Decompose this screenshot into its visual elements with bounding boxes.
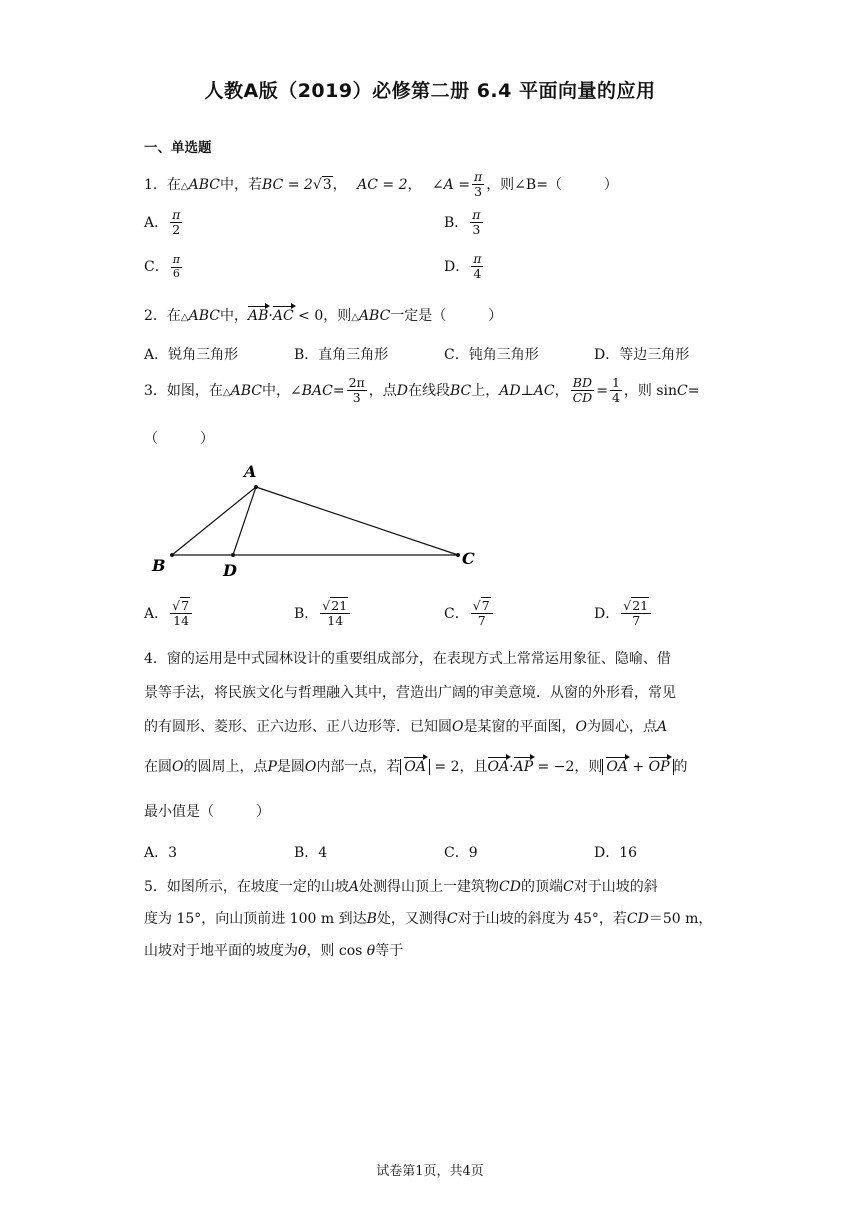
q4-option-c[interactable]: C．9 xyxy=(444,845,478,861)
page-title: 人教A版（2019）必修第二册 6.4 平面向量的应用 xyxy=(204,80,656,102)
point-c xyxy=(456,553,460,557)
question-5-line-2: 度为 15°，向山顶前进 100 m 到达B处，又测得C对于山坡的斜度为 45°，若CD＝50 m， xyxy=(144,911,713,927)
q3-option-c[interactable]: C． $\frac{√7}{7}$ xyxy=(444,599,495,629)
question-4-line-2: 景等手法，将民族文化与哲理融入其中，营造出广阔的审美意境．从窗的外形看，常见 xyxy=(144,685,676,701)
q2-option-d[interactable]: D．等边三角形 xyxy=(594,347,690,363)
question-4-line-5: 最小值是（ ） xyxy=(144,804,270,820)
segment-ad xyxy=(233,487,256,555)
label-d: D xyxy=(223,561,237,580)
question-4-line-4: 在圆O的圆周上，点P是圆O内部一点，若 OA = 2，且OA·AP = −2，则 OA + OP 的 xyxy=(144,759,688,775)
q4-option-d[interactable]: D．16 xyxy=(594,845,638,861)
q1-option-d[interactable]: D． $\frac{\pi}{4}$ xyxy=(444,251,482,282)
label-c: C xyxy=(462,549,475,568)
q2-option-c[interactable]: C．钝角三角形 xyxy=(444,347,539,363)
q4-option-a[interactable]: A．3 xyxy=(144,845,178,861)
question-4-line-1: 4．窗的运用是中式园林设计的重要组成部分，在表现方式上常常运用象征、隐喻、借 xyxy=(144,651,671,667)
label-b: B xyxy=(152,556,166,575)
q2-option-b[interactable]: B．直角三角形 xyxy=(294,347,389,363)
question-4-line-3: 的有圆形、菱形、正六边形、正八边形等．已知圆O是某窗的平面图，O为圆心，点A xyxy=(144,719,668,735)
question-5-line-3: 山坡对于地平面的坡度为θ，则 cos θ等于 xyxy=(144,943,404,959)
question-3: 3．如图，在△ABC中，∠BAC= $\frac{2\pi}{3}$ ，点D在线段BC上，AD⊥AC， $\frac{BD}{CD}$ = $\frac{1}{4}$ ，则 sinC= xyxy=(144,375,700,406)
question-5-line-1: 5．如图所示，在坡度一定的山坡A处测得山顶上一建筑物CD的顶端C对于山坡的斜 xyxy=(144,879,658,895)
point-d xyxy=(231,553,235,557)
segment-ac xyxy=(256,487,458,555)
segment-ab xyxy=(172,487,256,555)
q2-option-a[interactable]: A．锐角三角形 xyxy=(144,347,239,363)
section-heading: 一、单选题 xyxy=(144,140,212,156)
page-footer: 试卷第1页，共4页 xyxy=(376,1164,484,1179)
label-a: A xyxy=(244,462,257,481)
q3-option-d[interactable]: D． $\frac{√21}{7}$ xyxy=(594,599,653,629)
q4-option-b[interactable]: B．4 xyxy=(294,845,328,861)
point-a xyxy=(254,485,258,489)
question-2: 2．在△ABC中，AB·AC < 0，则△ABC一定是（ ） xyxy=(144,308,503,324)
question-1: 1．在△ABC中，若BC = 2√3， AC = 2， ∠A = $\frac{\pi}{3}$ ，则∠B=（ ） xyxy=(144,169,618,200)
q1-option-a[interactable]: A． $\frac{\pi}{2}$ xyxy=(144,207,181,238)
q1-option-c[interactable]: C． $\frac{\pi}{6}$ xyxy=(144,253,180,280)
triangle-figure xyxy=(140,455,500,585)
q3-option-b[interactable]: B． $\frac{√21}{14}$ xyxy=(294,599,352,629)
q1-option-b[interactable]: B． $\frac{\pi}{3}$ xyxy=(444,207,481,238)
point-b xyxy=(170,553,174,557)
question-3-paren: （ ） xyxy=(144,431,214,447)
q3-option-a[interactable]: A． $\frac{√7}{14}$ xyxy=(144,599,194,629)
